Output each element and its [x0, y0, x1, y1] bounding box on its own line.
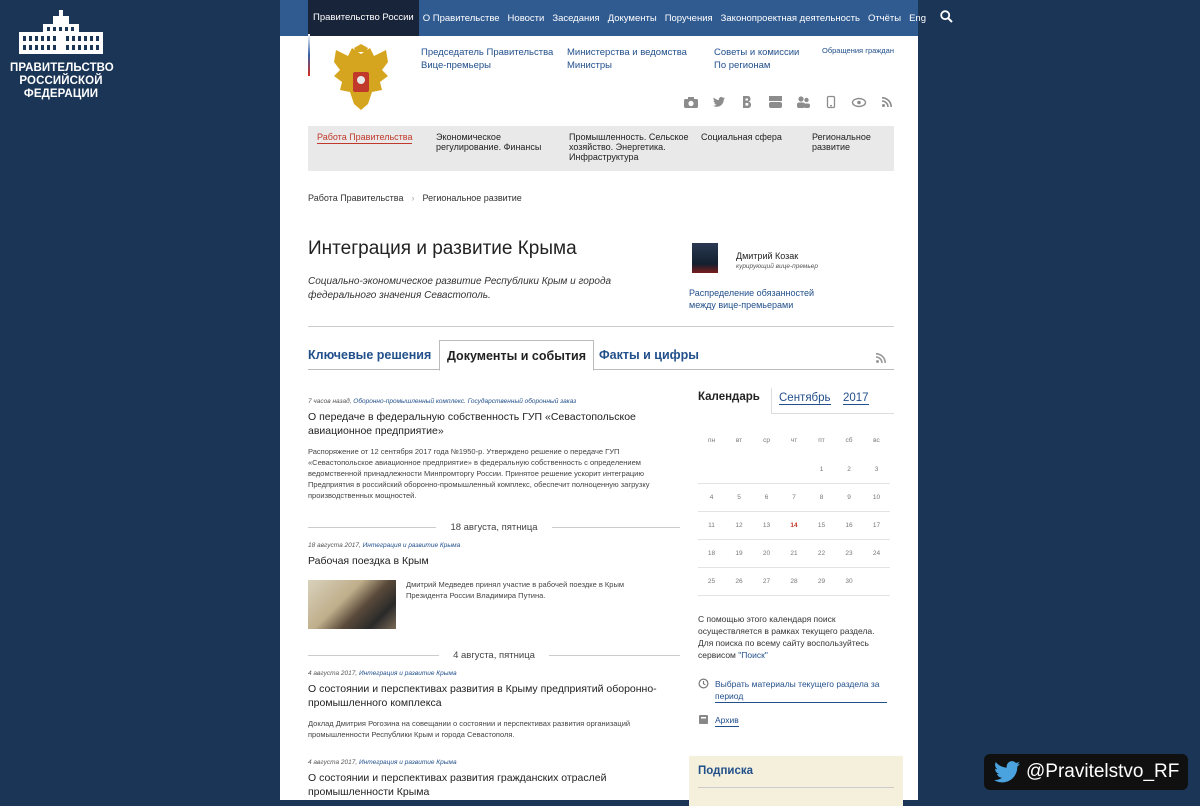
calendar-day[interactable]: 9 — [847, 494, 851, 501]
tab-documents-events[interactable]: Документы и события — [439, 340, 594, 371]
list-item — [308, 670, 680, 740]
news-meta — [308, 759, 680, 766]
calendar-day[interactable]: 5 — [737, 494, 741, 501]
twitter-badge — [984, 754, 1188, 790]
list-item — [308, 759, 680, 799]
tab-key-decisions[interactable]: Ключевые решения — [308, 348, 432, 362]
calendar-label: Календарь — [698, 391, 760, 403]
date-separator — [308, 520, 680, 534]
calendar-weekday: пн — [707, 437, 716, 444]
section-navigation — [308, 126, 894, 171]
subnav-social[interactable]: Социальная сфера — [701, 132, 782, 142]
link-citizen-appeals[interactable]: Обращения граждан — [822, 46, 894, 55]
news-text: Распоряжение от 12 сентября 2017 года №1950-р. Утверждено решение о передаче ГУП «Севастопольское авиационное предприятие» в федеральную собственность с определением ведомственной принадлежности Минпромторгу России. Принятое решение ускорит интеграцию Предприятия в российский оборонно-промышленный комплекс, обеспечит полноценную загрузку производственных мощностей. — [308, 447, 650, 500]
calendar-weekdays-row — [698, 428, 890, 456]
calendar-day[interactable]: 26 — [735, 578, 743, 585]
link-ministries[interactable]: Министерства и ведомства — [567, 47, 687, 58]
tab-facts-figures[interactable]: Факты и цифры — [599, 348, 699, 362]
calendar-header — [698, 388, 894, 414]
breadcrumb-item-regional[interactable]: Региональное развитие — [422, 193, 522, 203]
calendar-year-select[interactable]: 2017 — [843, 392, 869, 404]
date-separator-label: 4 августа, пятница — [453, 649, 535, 661]
eye-icon[interactable] — [852, 96, 866, 108]
calendar-week-row — [698, 456, 890, 484]
subscribe-box — [689, 756, 903, 806]
person-role: курирующий вице-премьер — [736, 263, 818, 270]
calendar-day[interactable]: 28 — [790, 578, 798, 585]
calendar-day[interactable]: 27 — [762, 578, 771, 585]
news-title-link[interactable]: Рабочая поездка в Крым — [308, 555, 429, 567]
page-subtitle: Социально-экономическое развитие Республики Крым и города федерального значения Севастополь. — [308, 276, 612, 301]
history-icon — [698, 678, 709, 689]
calendar-day[interactable]: 8 — [819, 494, 824, 501]
tricolor-accent — [308, 34, 310, 76]
calendar-day[interactable]: 18 — [707, 550, 716, 557]
calendar-week-row — [698, 484, 890, 512]
nav-reports[interactable]: Отчёты — [867, 12, 902, 24]
calendar-day[interactable]: 6 — [764, 494, 769, 501]
twitter-bird-icon — [994, 761, 1020, 783]
news-text: Дмитрий Медведев принял участие в рабочей поездке в Крым Президента России Владимира Путина. — [406, 580, 625, 600]
calendar-day[interactable]: 22 — [817, 550, 826, 557]
select-period-link[interactable] — [698, 678, 887, 703]
select-period-label: Выбрать материалы текущего раздела за период — [715, 678, 887, 703]
calendar-week-row — [698, 540, 890, 568]
search-service-link[interactable]: "Поиск" — [738, 650, 768, 660]
calendar-weekday: вс — [873, 437, 880, 444]
nav-instructions[interactable]: Поручения — [664, 12, 713, 24]
top-navigation — [280, 0, 926, 36]
news-title-link[interactable]: О передаче в федеральную собственность ГУП «Севастопольское авиационное предприятие» — [308, 411, 636, 437]
content-tabs — [308, 340, 894, 370]
vk-icon[interactable] — [740, 96, 754, 108]
list-item — [308, 398, 680, 501]
header-col-2 — [567, 46, 687, 72]
brand-line-3: ФЕДЕРАЦИИ — [23, 88, 99, 100]
calendar-day[interactable]: 30 — [845, 578, 853, 585]
page — [280, 0, 926, 800]
social-links — [684, 96, 894, 108]
brand-logo — [10, 10, 112, 101]
chevron-right-icon: › — [411, 193, 415, 203]
person-name[interactable]: Дмитрий Козак — [736, 251, 799, 261]
subnav-industry[interactable]: Промышленность. Сельское хозяйство. Энергетика. Инфраструктура — [569, 132, 689, 162]
people-icon[interactable] — [796, 96, 810, 108]
news-meta — [308, 398, 680, 405]
archive-icon — [698, 714, 709, 725]
calendar-weekday: ср — [763, 437, 770, 444]
calendar-day[interactable]: 4 — [709, 494, 714, 501]
calendar-weekday: пт — [818, 437, 825, 444]
header-col-3 — [714, 46, 799, 72]
news-meta — [308, 670, 680, 677]
coat-of-arms-icon[interactable] — [330, 46, 392, 117]
twitter-icon[interactable] — [712, 96, 726, 108]
news-text: Доклад Дмитрия Рогозина на совещании о состоянии и перспективах развития организаций промышленности Республики Крым и города Севастополя. — [308, 719, 631, 739]
camera-icon[interactable] — [684, 96, 698, 108]
news-date: 4 августа 2017, — [308, 759, 358, 766]
brand-line-1: ПРАВИТЕЛЬСТВО — [10, 62, 114, 74]
calendar-day[interactable]: 1 — [819, 466, 824, 473]
calendar-weekday: вт — [735, 437, 743, 444]
calendar-note — [698, 613, 888, 661]
calendar-week-row — [698, 512, 890, 540]
rss-icon[interactable] — [880, 96, 894, 108]
calendar-day[interactable]: 16 — [845, 522, 853, 529]
link-ministers[interactable]: Министры — [567, 60, 612, 71]
nav-english[interactable]: Eng — [909, 12, 926, 24]
nav-government-russia[interactable]: Правительство России — [308, 0, 419, 36]
link-regions[interactable]: По регионам — [714, 60, 771, 71]
news-date: 4 августа 2017, — [308, 670, 358, 677]
calendar-day[interactable]: 25 — [707, 578, 716, 585]
news-photo[interactable] — [308, 580, 396, 629]
news-tag-link[interactable]: Интеграция и развитие Крыма — [358, 670, 457, 677]
calendar-day[interactable]: 12 — [735, 522, 743, 529]
calendar-note-text: С помощью этого календаря поиск осуществляется в рамках текущего раздела. Для поиска по всему сайту воспользуйтесь сервисом — [698, 614, 875, 660]
link-deputy-pms[interactable]: Вице-премьеры — [421, 60, 492, 71]
archive-link[interactable] — [698, 714, 739, 727]
calendar-day[interactable]: 29 — [817, 578, 826, 585]
news-meta — [308, 542, 680, 549]
calendar-day[interactable]: 7 — [792, 494, 796, 501]
calendar-day[interactable]: 3 — [874, 466, 879, 473]
calendar-day[interactable]: 10 — [872, 494, 881, 501]
duty-distribution-link[interactable]: Распределение обязанностей между вице-премьерами — [689, 288, 815, 310]
subscribe-title[interactable]: Подписка — [698, 765, 754, 777]
archive-label: Архив — [715, 715, 739, 725]
calendar-weekday: сб — [845, 437, 853, 444]
nav-documents[interactable]: Документы — [607, 12, 657, 24]
search-icon[interactable] — [940, 10, 953, 26]
calendar-day[interactable]: 20 — [762, 550, 771, 557]
calendar-day[interactable]: 19 — [735, 550, 743, 557]
news-title-link[interactable]: О состоянии и перспективах развития гражданских отраслей промышленности Крыма — [308, 772, 607, 798]
news-date: 18 августа 2017, — [308, 542, 361, 549]
news-tag-link[interactable]: Интеграция и развитие Крыма — [362, 542, 461, 549]
nav-about[interactable]: О Правительстве — [422, 12, 500, 24]
link-prime-minister[interactable]: Председатель Правительства — [421, 47, 554, 58]
rss-icon[interactable] — [876, 350, 886, 368]
calendar-day[interactable]: 23 — [845, 550, 853, 557]
news-title-link[interactable]: О состоянии и перспективах развития в Крыму предприятий оборонно-промышленного комплекса — [308, 683, 657, 709]
nav-news[interactable]: Новости — [507, 12, 545, 24]
nav-meetings[interactable]: Заседания — [552, 12, 600, 24]
list-item — [308, 542, 680, 568]
brand-line-2: РОССИЙСКОЙ — [19, 75, 103, 87]
government-building-icon — [13, 10, 109, 56]
header-col-1 — [421, 46, 553, 72]
calendar-week-row — [698, 568, 890, 596]
calendar-day[interactable]: 17 — [872, 522, 881, 529]
news-date: 7 часов назад, — [308, 398, 352, 405]
calendar-day[interactable]: 13 — [762, 522, 771, 529]
calendar-grid — [698, 428, 890, 596]
date-separator-label: 18 августа, пятница — [450, 521, 538, 533]
mobile-icon[interactable] — [824, 96, 838, 108]
twitter-handle: @Pravitelstvo_RF — [1026, 761, 1180, 782]
subnav-economy[interactable]: Экономическое регулирование. Финансы — [436, 132, 542, 152]
calendar-day[interactable]: 11 — [708, 522, 715, 529]
subnav-government-work[interactable]: Работа Правительства — [317, 132, 413, 142]
divider — [308, 326, 894, 327]
calendar-month-select[interactable]: Сентябрь — [779, 392, 831, 404]
page-title: Интеграция и развитие Крыма — [308, 238, 577, 259]
date-separator — [308, 648, 680, 662]
subnav-regional[interactable]: Региональное развитие — [812, 132, 871, 152]
calendar-day[interactable]: 2 — [847, 466, 851, 473]
calendar-day[interactable]: 14 — [790, 522, 798, 529]
calendar-weekday: чт — [790, 437, 798, 444]
youtube-icon[interactable] — [768, 96, 782, 108]
calendar-day[interactable]: 21 — [790, 550, 798, 557]
breadcrumb — [308, 193, 522, 203]
avatar[interactable] — [692, 243, 718, 273]
calendar-day[interactable]: 24 — [872, 550, 881, 557]
nav-legislation[interactable]: Законопроектная деятельность — [720, 12, 860, 24]
news-tag-link[interactable]: Интеграция и развитие Крыма — [358, 759, 457, 766]
breadcrumb-item-government-work[interactable]: Работа Правительства — [308, 193, 404, 203]
link-councils[interactable]: Советы и комиссии — [714, 47, 800, 58]
news-tag-link[interactable]: Оборонно-промышленный комплекс. Государственный оборонный заказ — [353, 398, 577, 405]
calendar-day[interactable]: 15 — [817, 522, 826, 529]
